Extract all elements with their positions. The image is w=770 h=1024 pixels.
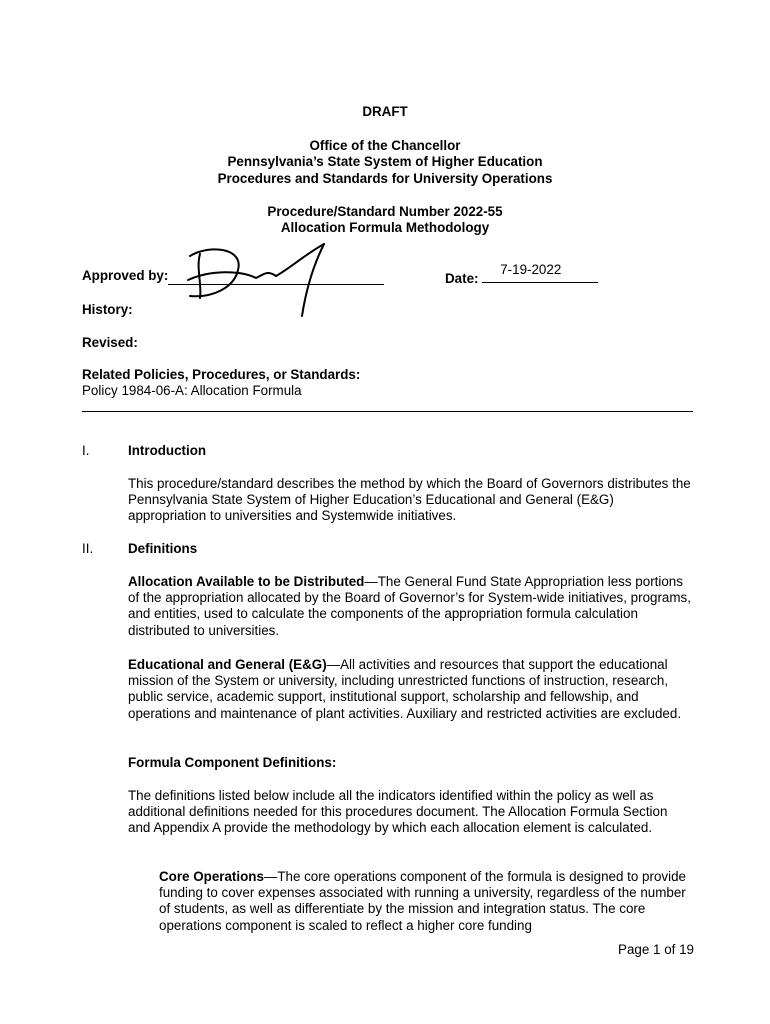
date-value: 7-19-2022 <box>500 262 562 277</box>
section-1-number: I. <box>82 443 90 458</box>
date-label: Date: <box>445 271 479 286</box>
section-1-body: This procedure/standard describes the method by which the Board of Governors distributes the Pennsylvania State System of Higher Education’s Educational and General (E&G) appropriation to universities and Systemwide initiatives. <box>128 476 691 524</box>
approved-by-label: Approved by: <box>82 268 169 283</box>
definition-eg-text: —All activities and resources that support the educational mission of the System or university, including unrestricted functions of instruction, research, public service, academic support, institutional support, scholarship and fellowship, and operations and maintenance of plant activities. Auxiliary and restricted activities are excluded. <box>128 657 682 721</box>
divider <box>82 411 693 412</box>
system-line: Pennsylvania’s State System of Higher Education <box>227 154 543 169</box>
procedure-number: Procedure/Standard Number 2022-55 <box>267 204 503 219</box>
section-1-title: Introduction <box>128 443 207 458</box>
revised-label: Revised: <box>82 335 138 350</box>
section-2-title: Definitions <box>128 541 198 556</box>
definition-eg <box>128 657 693 722</box>
definition-core-term: Core Operations <box>159 869 264 884</box>
date-row <box>445 262 598 287</box>
definition-allocation-term: Allocation Available to be Distributed <box>128 574 365 589</box>
definition-eg-term: Educational and General (E&G) <box>128 657 327 672</box>
document-title: Allocation Formula Methodology <box>280 220 490 235</box>
office-line: Office of the Chancellor <box>309 138 461 153</box>
draft-label: DRAFT <box>362 104 408 119</box>
related-label: Related Policies, Procedures, or Standards: <box>82 367 361 382</box>
formula-intro: The definitions listed below include all the indicators identified within the policy as well as additional definitions needed for this procedures document. The Allocation Formula Section and Appendix A provide the methodology by which each allocation element is calculated. <box>128 788 668 836</box>
definition-core <box>159 869 693 934</box>
signature-image <box>180 240 340 320</box>
series-line: Procedures and Standards for University Operations <box>217 171 553 186</box>
formula-heading: Formula Component Definitions: <box>128 755 337 770</box>
definition-core-text: —The core operations component of the formula is designed to provide funding to cover expenses associated with running a university, regardless of the number of students, as well as differentiate by the mission and integration status. The core operations component is scaled to reflect a higher core funding <box>159 869 686 933</box>
related-value: Policy 1984-06-A: Allocation Formula <box>82 383 302 398</box>
history-label: History: <box>82 302 133 317</box>
section-2-number: II. <box>82 541 94 556</box>
definition-allocation-text: —The General Fund State Appropriation less portions of the appropriation allocated by the Board of Governor’s for System-wide initiatives, programs, and entities, used to calculate the components of the appropriation formula calculation distributed to universities. <box>128 574 691 638</box>
date-line <box>482 262 598 283</box>
page-number: Page 1 of 19 <box>618 942 694 957</box>
definition-allocation <box>128 574 693 639</box>
